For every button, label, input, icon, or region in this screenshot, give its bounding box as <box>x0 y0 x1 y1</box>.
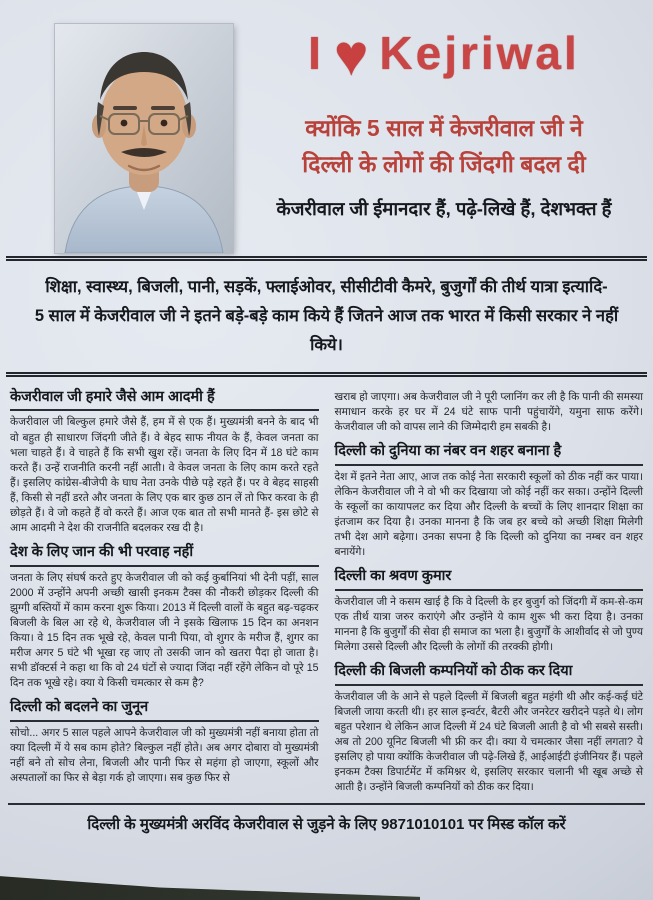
section-body: केजरीवाल जी बिल्कुल हमारे जैसे हैं, हम में से एक हैं। मुख्यमंत्री बनने के बाद भी वो बहुत ही साधारण जिंदगी जीते हैं। वे बेहद साफ नीयत के हैं, केवल जनता का भला चाहते हैं। वे चाहते हैं कि सभी खुश रहें। जनता के लिए दिन में 18 घंटे काम करते हैं। उन्हें राजनीति करनी नहीं आती। वे केवल जनता के लिए काम करते रहते हैं। इसलिए कांग्रेस-बीजेपी के घाघ नेता उनके पीछे पड़े रहते हैं। पर वे बेहद साहसी हैं, किसी से नहीं डरते और जनता के लिए एक बार कुछ ठान लें तो फिर करवा के ही छोड़ते हैं। वे जो कहते हैं वो करते हैं। आज एक बात तो सभी मानते हैं- इस छोटे से आम आदमी ने देश की राजनीति बदलकर रख दी है। <box>10 416 319 534</box>
article-section <box>335 567 644 655</box>
section-body: सोचो... अगर 5 साल पहले आपने केजरीवाल जी को मुख्यमंत्री नहीं बनाया होता तो क्या दिल्ली में ये सब काम होते? बिल्कुल नहीं होते। अब अगर दोबारा वो मुख्यमंत्री नहीं बने तो सोच लेना, बिजली और पानी फिर से महंगा हो जाएगा, स्कूलों और अस्पतालों का फिर से बेड़ा गर्क हो जाएगा। सब कुछ फिर से <box>10 726 319 784</box>
footer-missed-call-line: दिल्ली के मुख्यमंत्री अरविंद केजरीवाल से जुड़ने के लिए 9871010101 पर मिस्ड कॉल करें <box>8 803 645 834</box>
red-subtitle-line2: दिल्ली के लोगों की जिंदगी बदल दी <box>302 150 586 177</box>
article-columns <box>0 377 653 801</box>
title-letter-i: I <box>308 27 324 79</box>
pamphlet-header <box>0 0 653 252</box>
section-body: केजरीवाल जी ने कसम खाई है कि वे दिल्ली के हर बुजुर्ग को जिंदगी में कम-से-कम एक तीर्थ यात्रा जरुर कराएंगे और उन्होंने ये काम शुरू भी करा दिया है। उनका मानना है कि बुजुर्गों की सेवा ही समाज का भला है। बुजुर्गों के आशीर्वाद से जो पुण्य मिलेगा उससे दिल्ली और दिल्ली के लोगों की तरक्की होगी। <box>334 595 643 653</box>
red-subtitle-line1: क्योंकि 5 साल में केजरीवाल जी ने <box>305 114 583 141</box>
highlight-line2: 5 साल में केजरीवाल जी ने इतने बड़े-बड़े काम किये हैं जितने आज तक भारत में किसी सरकार ने नहीं किये। <box>34 306 619 354</box>
section-heading: देश के लिए जान की भी परवाह नहीं <box>10 543 319 567</box>
highlight-line1: शिक्षा, स्वास्थ्य, बिजली, पानी, सड़कें, फ्लाईओवर, सीसीटीवी कैमरे, बुजुर्गों की तीर्थ यात्रा इत्यादि- <box>45 278 608 296</box>
title-name: Kejriwal <box>379 27 580 79</box>
highlight-box <box>6 256 647 377</box>
kejriwal-photo <box>55 24 233 253</box>
photo-corner-shadow <box>0 874 420 900</box>
section-body: जनता के लिए संघर्ष करते हुए केजरीवाल जी को कई कुर्बानियां भी देनी पड़ीं, साल 2000 में उन्होंने अपनी अच्छी खासी इनकम टैक्स की नौकरी छोड़कर दिल्ली की झुग्गी बस्तियों में काम करना शुरू किया। 2013 में दिल्ली वालों के बहुत बढ़-चढ़कर बिजली के बिल आ रहे थे, केजरीवाल जी ने इसके खिलाफ 15 दिन का अनशन किया। वे 15 दिन तक भूखे रहे, केवल पानी पिया, वो शुगर के मरीज हैं, शुगर का मरीज अगर 5 घंटे भी भूखा रह जाए तो उसकी जान को खतरा पैदा हो जाता है। सभी डॉक्टर्स ने कहा था कि वो 24 घंटों से ज्यादा जिंदा नहीं रहेंगे लेकिन वो पूरे 15 दिन तक भूखे रहे। क्या ये किसी चमत्कार से कम है? <box>10 571 319 689</box>
heart-icon: ♥ <box>333 23 372 88</box>
section-body: केजरीवाल जी के आने से पहले दिल्ली में बिजली बहुत महंगी थी और कई-कई घंटे बिजली जाया करती थी। हर साल इन्वर्टर, बैटरी और जनरेटर खरीदने पड़ते थे। लोग बहुत परेशान थे लेकिन आज दिल्ली में 24 घंटे बिजली आती है वो भी सबसे सस्ती। अब तो 200 यूनिट बिजली भी फ्री कर दी। क्या ये चमत्कार जैसा नहीं लगता? ये इसलिए हो पाया क्योंकि केजरीवाल जी पढ़े-लिखे हैं, आईआईटी इंजीनियर हैं। पहले इनकम टैक्स डिपार्टमेंट में कमिश्नर थे, इसलिए सरकार चलानी भी खूब अच्छे से आती है। उन्होंने बिजली कम्पनियों को ठीक कर दिया। <box>334 690 643 793</box>
portrait-illustration <box>55 24 233 253</box>
section-heading: दिल्ली को बदलने का जुनून <box>10 698 319 722</box>
section-heading: दिल्ली को दुनिया का नंबर वन शहर बनाना है <box>335 442 644 466</box>
header-text-block <box>243 23 645 221</box>
right-column <box>335 381 644 801</box>
red-subtitle <box>243 111 645 182</box>
continued-paragraph: खराब हो जाएगा। अब केजरीवाल जी ने पूरी प्लानिंग कर ली है कि पानी की समस्या समाधान करके हर घर में 24 घंटे साफ पानी पहुंचायेंगे, यमुना साफ करेंगे। केजरीवाल जी को वापस लाने की जिम्मेदारी हम सबकी है। <box>334 390 643 433</box>
section-heading: दिल्ली का श्रवण कुमार <box>335 567 644 591</box>
left-column <box>10 381 319 801</box>
section-heading: दिल्ली की बिजली कम्पनियों को ठीक कर दिया <box>335 662 644 686</box>
article-section <box>10 698 319 786</box>
article-section <box>10 388 319 536</box>
section-heading: केजरीवाल जी हमारे जैसे आम आदमी हैं <box>10 388 319 412</box>
article-section <box>10 543 319 691</box>
article-section <box>335 662 644 795</box>
black-subtitle: केजरीवाल जी ईमानदार हैं, पढ़े-लिखे हैं, देशभक्त हैं <box>276 198 612 220</box>
article-section <box>335 442 644 560</box>
page-title <box>243 23 645 88</box>
section-body: देश में इतने नेता आए, आज तक कोई नेता सरकारी स्कूलों को ठीक नहीं कर पाया। लेकिन केजरीवाल जी ने वो भी कर दिखाया जो कोई नहीं कर सका। उन्होंने दिल्ली के स्कूलों का कायापलट कर दिया और दिल्ली के बच्चों के लिए शानदार शिक्षा का इंतजाम कर दिया है। उनका मानना है कि जब हर बच्चे को अच्छी शिक्षा मिलेगी तभी देश आगे बढ़ेगा। उनका सपना है कि दिल्ली को दुनिया का नम्बर वन शहर बनायेंगे। <box>334 470 643 558</box>
